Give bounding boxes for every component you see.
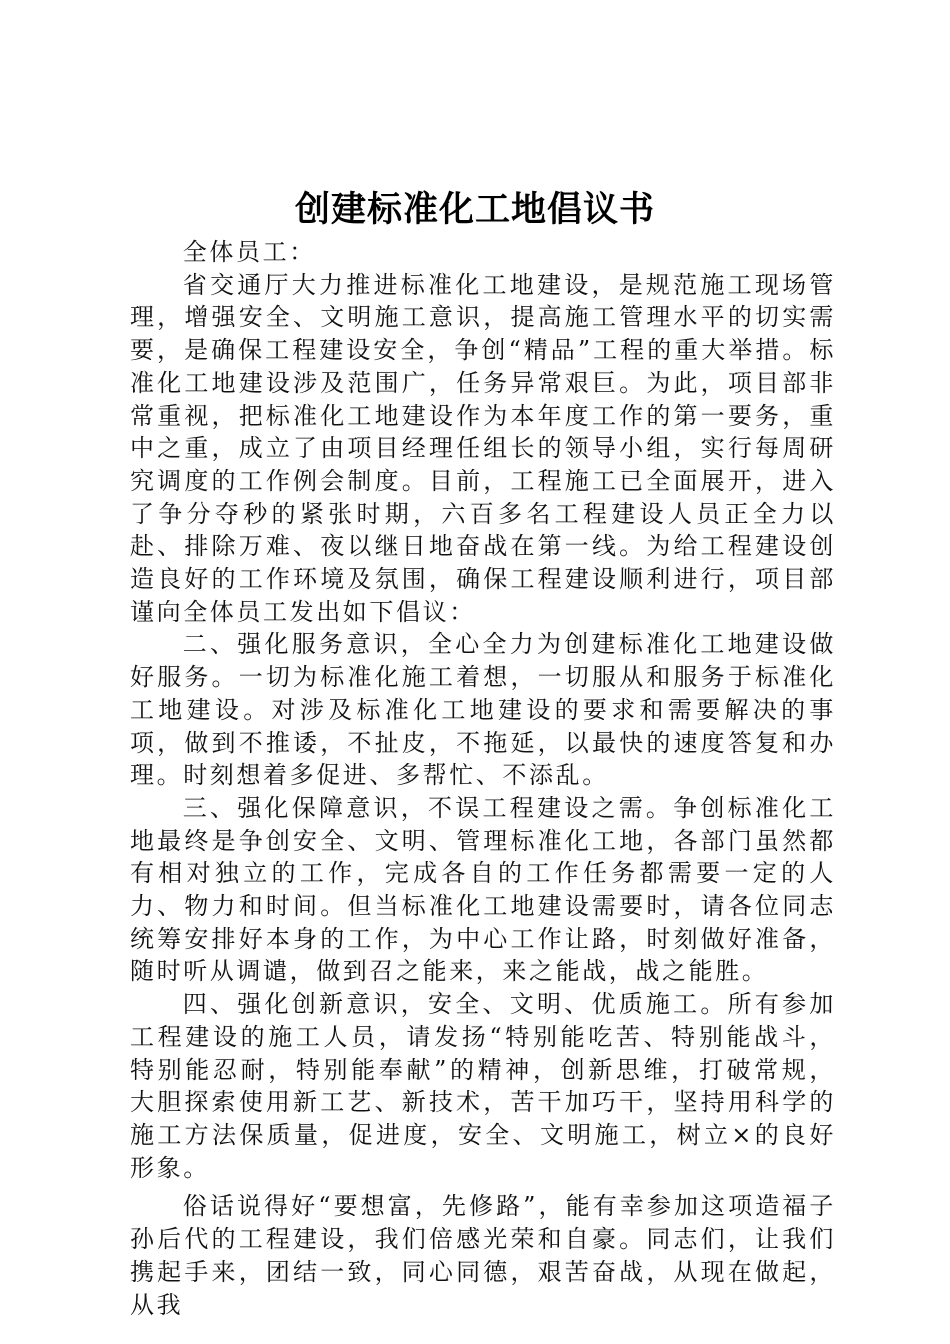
document-title: 创建标准化工地倡议书 (294, 189, 655, 230)
paragraph-innovation: 四、强化创新意识，安全、文明、优质施工。所有参加工程建设的施工人员，请发扬“特别能吃苦、特别能战斗，特别能忍耐，特别能奉献”的精神，创新思维，打破常规，大胆探索使用新工艺、新技术，苦干加巧干，坚持用科学的施工方法保质量，促进度，安全、文明施工，树立×的良好形象。 (130, 990, 836, 1182)
paragraph-service: 二、强化服务意识，全心全力为创建标准化工地建设做好服务。一切为标准化施工着想，一切服从和服务于标准化工地建设。对涉及标准化工地建设的要求和需要解决的事项，做到不推诿，不扯皮，不拖延，以最快的速度答复和办理。时刻想着多促进、多帮忙、不添乱。 (130, 630, 836, 790)
paragraph-intro: 省交通厅大力推进标准化工地建设，是规范施工现场管理，增强安全、文明施工意识，提高施工管理水平的切实需要，是确保工程建设安全，争创“精品”工程的重大举措。标准化工地建设涉及范围广，任务异常艰巨。为此，项目部非常重视，把标准化工地建设作为本年度工作的第一要务，重中之重，成立了由项目经理任组长的领导小组，实行每周研究调度的工作例会制度。目前，工程施工已全面展开，进入了争分夺秒的紧张时期，六百多名工程建设人员正全力以赴、排除万难、夜以继日地奋战在第一线。为给工程建设创造良好的工作环境及氛围，确保工程建设顺利进行，项目部谨向全体员工发出如下倡议： (130, 270, 836, 626)
salutation: 全体员工： (182, 238, 316, 266)
paragraph-support: 三、强化保障意识，不误工程建设之需。争创标准化工地最终是争创安全、文明、管理标准化工地，各部门虽然都有相对独立的工作，完成各自的工作任务都需要一定的人力、物力和时间。但当标准化工地建设需要时，请各位同志统筹安排好本身的工作，为中心工作让路，时刻做好准备，随时听从调谴，做到召之能来，来之能战，战之能胜。 (130, 793, 836, 986)
document-body (130, 236, 836, 1321)
paragraph-closing: 俗话说得好“要想富，先修路”，能有幸参加这项造福子孙后代的工程建设，我们倍感光荣和自豪。同志们，让我们携起手来，团结一致，同心同德，艰苦奋战，从现在做起，从我 (130, 1192, 836, 1319)
